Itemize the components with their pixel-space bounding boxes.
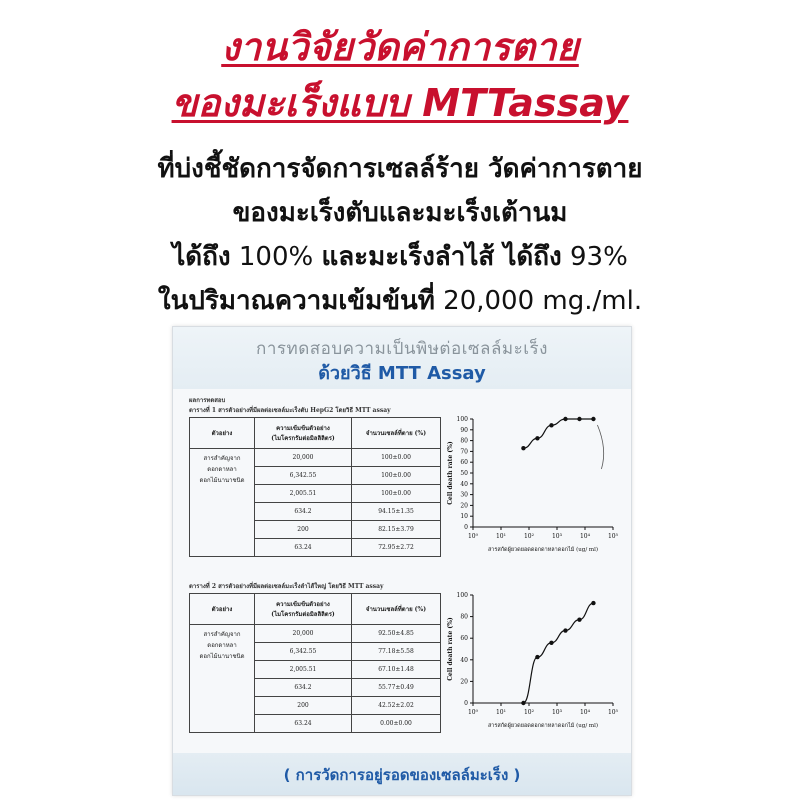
body-line-1 xyxy=(0,152,800,186)
x-tick-label: 10³ xyxy=(551,533,563,540)
data-point xyxy=(577,617,581,621)
data-point xyxy=(563,628,567,632)
table2-death: 77.18±5.58 xyxy=(352,643,441,661)
document-footer xyxy=(173,753,631,795)
table2-death: 55.77±0.49 xyxy=(352,679,441,697)
table1 xyxy=(189,417,441,557)
y-axis-label: Cell death rate (%) xyxy=(447,441,454,505)
pen-mark xyxy=(597,425,603,469)
table1-death: 94.15±1.35 xyxy=(352,503,441,521)
table2-death: 92.50±4.85 xyxy=(352,625,441,643)
y-tick-label: 30 xyxy=(460,491,468,499)
table2-sample-line: ดอกดาหลา xyxy=(207,642,237,649)
x-tick-label: 10³ xyxy=(551,709,563,716)
y-tick-label: 100 xyxy=(456,416,468,423)
table2-header-conc-unit: (ไมโครกรัมต่อมิลลิลิตร) xyxy=(271,611,335,618)
data-point xyxy=(577,417,581,421)
body-line-4-a: ในปริมาณความเข้มข้นที่ xyxy=(157,286,435,316)
body-line-3-d: 93% xyxy=(561,242,628,272)
table2-death: 42.52±2.02 xyxy=(352,697,441,715)
table2-conc: 63.24 xyxy=(255,715,352,733)
document-heading-top: การทดสอบความเป็นพิษต่อเซลล์มะเร็ง xyxy=(256,339,548,359)
y-tick-label: 0 xyxy=(464,524,468,531)
y-tick-label: 40 xyxy=(460,656,468,664)
table-row xyxy=(190,449,441,467)
data-point xyxy=(563,417,567,421)
fit-curve xyxy=(523,419,593,448)
chart-liver-cancer xyxy=(443,411,623,561)
table2-sample-line: สารสำคัญจาก xyxy=(203,631,241,638)
x-tick-label: 10⁰ xyxy=(467,533,479,540)
body-line-1-text: ที่บ่งชี้ชัดการจัดการเซลล์ร้าย วัดค่าการตาย xyxy=(157,154,643,184)
table2-conc: 200 xyxy=(255,697,352,715)
table2 xyxy=(189,593,441,733)
y-tick-label: 50 xyxy=(460,470,468,477)
document-header xyxy=(173,327,631,389)
table2-conc: 2,005.51 xyxy=(255,661,352,679)
body-line-2 xyxy=(0,196,800,230)
x-tick-label: 10¹ xyxy=(495,709,507,716)
body-line-3-a: ได้ถึง xyxy=(172,242,231,272)
table1-sample-line: สารสำคัญจาก xyxy=(203,455,241,462)
table2-sample-cell xyxy=(190,625,255,733)
y-tick-label: 80 xyxy=(460,613,468,621)
y-axis-label: Cell death rate (%) xyxy=(447,617,454,681)
x-tick-label: 10⁰ xyxy=(467,709,479,716)
body-line-3-c: และมะเร็งลำไส้ ได้ถึง xyxy=(321,242,562,272)
body-line-4-b: 20,000 mg./ml. xyxy=(434,286,643,316)
document-footer-text: ( การวัดการอยู่รอดของเซลล์มะเร็ง ) xyxy=(283,766,521,784)
y-tick-label: 20 xyxy=(460,678,468,686)
headline-line-1: งานวิจัยวัดค่าการตาย xyxy=(221,25,579,69)
x-tick-label: 10⁵ xyxy=(607,709,619,716)
research-document-scan xyxy=(172,326,632,796)
table1-conc: 6,342.55 xyxy=(255,467,352,485)
headline-line-2: ของมะเร็งแบบ MTTassay xyxy=(171,81,629,125)
table2-conc: 634.2 xyxy=(255,679,352,697)
y-tick-label: 10 xyxy=(460,513,468,521)
data-point xyxy=(535,655,539,659)
table-row xyxy=(190,625,441,643)
x-tick-label: 10⁴ xyxy=(579,709,591,716)
table1-death: 72.95±2.72 xyxy=(352,539,441,557)
table2-death: 67.10±1.48 xyxy=(352,661,441,679)
table1-header-conc-unit: (ไมโครกรัมต่อมิลลิลิตร) xyxy=(271,435,335,442)
data-point xyxy=(549,641,553,645)
x-axis-label: สารสกัดผู้ยวดยอดดอกดาหลาดอกไม้ (ug/ ml) xyxy=(487,547,599,553)
x-axis-label: สารสกัดผู้ยวดยอดดอกดาหลาดอกไม้ (ug/ ml) xyxy=(487,723,599,729)
table2-conc: 20,000 xyxy=(255,625,352,643)
x-tick-label: 10² xyxy=(523,533,535,540)
y-tick-label: 100 xyxy=(456,592,468,599)
table2-sample-line: ดอกไม้นานาชนิด xyxy=(199,653,245,660)
x-tick-label: 10⁵ xyxy=(607,533,619,540)
y-tick-label: 40 xyxy=(460,480,468,488)
x-tick-label: 10⁴ xyxy=(579,533,591,540)
data-point xyxy=(521,701,525,705)
data-point xyxy=(535,436,539,440)
data-point xyxy=(591,601,595,605)
body-line-3 xyxy=(0,240,800,274)
table1-death: 82.15±3.79 xyxy=(352,521,441,539)
table1-death: 100±0.00 xyxy=(352,449,441,467)
y-tick-label: 80 xyxy=(460,437,468,445)
table1-header-death: จำนวนเซลล์ที่ตาย (%) xyxy=(352,418,441,449)
table1-caption: ตารางที่ 1 สารตัวอย่างที่มีผลต่อเซลล์มะเร็งตับ HepG2 โดยวิธี MTT assay xyxy=(189,407,391,414)
table1-sample-line: ดอกไม้นานาชนิด xyxy=(199,477,245,484)
data-point xyxy=(521,446,525,450)
y-tick-label: 20 xyxy=(460,502,468,510)
table2-header-death: จำนวนเซลล์ที่ตาย (%) xyxy=(352,594,441,625)
section-label: ผลการทดสอบ xyxy=(189,397,226,404)
table1-death: 100±0.00 xyxy=(352,485,441,503)
table2-header-sample: ตัวอย่าง xyxy=(190,594,255,625)
table1-conc: 63.24 xyxy=(255,539,352,557)
table1-header-sample: ตัวอย่าง xyxy=(190,418,255,449)
table1-sample-cell xyxy=(190,449,255,557)
table1-conc: 634.2 xyxy=(255,503,352,521)
body-line-4 xyxy=(0,284,800,318)
table2-death: 0.00±0.00 xyxy=(352,715,441,733)
table1-header-conc-text: ความเข้มข้นตัวอย่าง xyxy=(276,425,330,432)
data-point xyxy=(549,423,553,427)
chart-colon-cancer xyxy=(443,587,623,737)
table1-conc: 200 xyxy=(255,521,352,539)
table1-sample-line: ดอกดาหลา xyxy=(207,466,237,473)
y-tick-label: 70 xyxy=(460,448,468,456)
table1-conc: 20,000 xyxy=(255,449,352,467)
table2-conc: 6,342.55 xyxy=(255,643,352,661)
body-line-2-text: ของมะเร็งตับและมะเร็งเต้านม xyxy=(232,198,568,228)
y-tick-label: 90 xyxy=(460,426,468,434)
table2-caption: ตารางที่ 2 สารตัวอย่างที่มีผลต่อเซลล์มะเร็งลำไส้ใหญ่ โดยวิธี MTT assay xyxy=(189,583,384,590)
document-heading-method: ด้วยวิธี MTT Assay xyxy=(318,363,486,384)
y-tick-label: 0 xyxy=(464,700,468,707)
table1-conc: 2,005.51 xyxy=(255,485,352,503)
x-tick-label: 10² xyxy=(523,709,535,716)
y-tick-label: 60 xyxy=(460,635,468,643)
table2-header-conc-text: ความเข้มข้นตัวอย่าง xyxy=(276,601,330,608)
body-line-3-b: 100% xyxy=(230,242,322,272)
data-point xyxy=(591,417,595,421)
table1-header-conc xyxy=(255,418,352,449)
table2-header-conc xyxy=(255,594,352,625)
fit-curve xyxy=(523,603,593,703)
x-tick-label: 10¹ xyxy=(495,533,507,540)
y-tick-label: 60 xyxy=(460,459,468,467)
table1-death: 100±0.00 xyxy=(352,467,441,485)
